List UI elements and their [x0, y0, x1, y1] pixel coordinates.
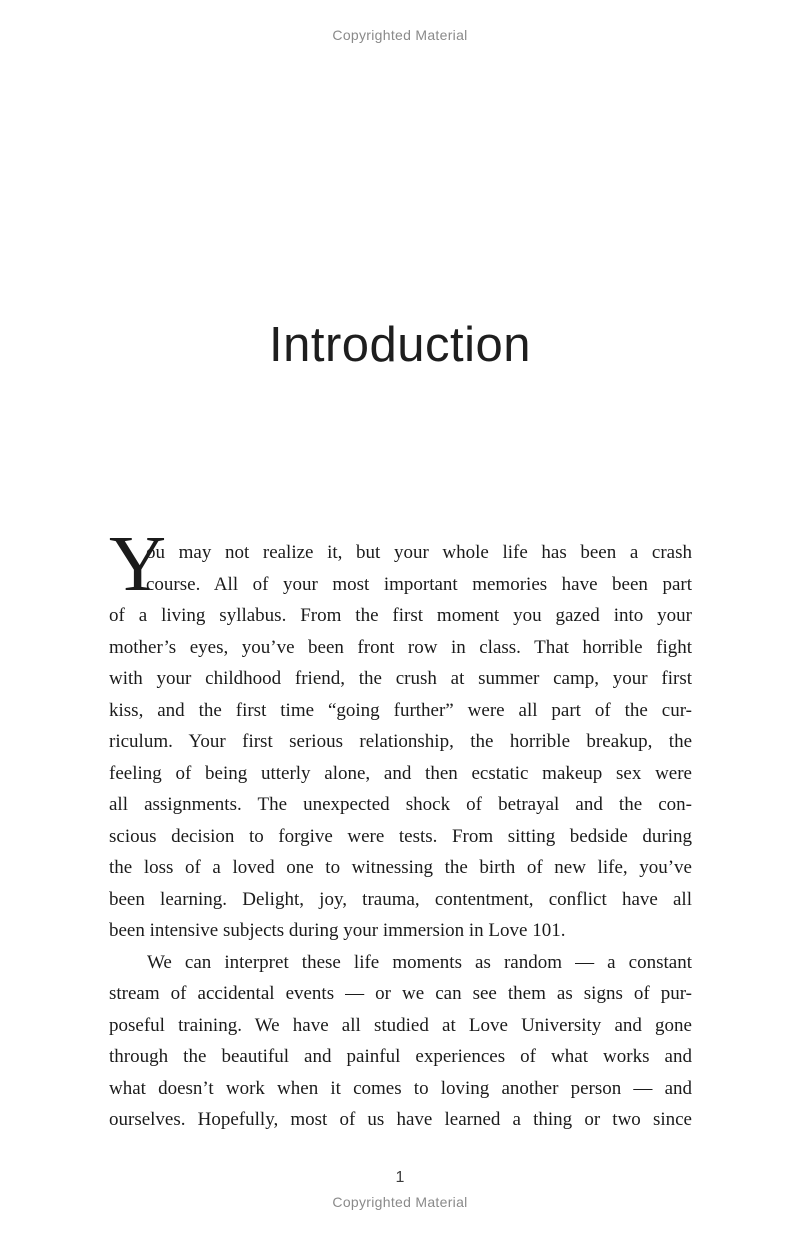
text-line: all assignments. The unexpected shock of betrayal and the con- [109, 794, 692, 815]
text-line: riculum. Your first serious relationship, the horrible breakup, the [109, 731, 692, 752]
drop-cap-letter: Y [109, 521, 167, 608]
text-line: course. All of your most important memories have been part [146, 573, 692, 595]
text-line: mother’s eyes, you’ve been front row in class. That horrible fight [109, 636, 692, 658]
text-line: stream of accidental events — or we can see them as signs of pur- [109, 983, 692, 1004]
paragraph-1-dropcap-lines [146, 537, 692, 600]
copyright-notice-bottom: Copyrighted Material [332, 1194, 468, 1210]
copyright-notice-top: Copyrighted Material [332, 27, 468, 43]
page-number: 1 [395, 1169, 405, 1186]
text-line: feeling of being utterly alone, and then ecstatic makeup sex were [109, 762, 692, 784]
text-line: through the beautiful and painful experiences of what works and [109, 1046, 692, 1067]
text-line: ourselves. Hopefully, most of us have learned a thing or two since [109, 1109, 692, 1130]
text-line: the loss of a loved one to witnessing the birth of new life, you’ve [109, 857, 692, 878]
body-text [109, 521, 692, 1136]
text-line: ou may not realize it, but your whole life has been a crash [146, 542, 692, 563]
opening-paragraph-start [109, 521, 692, 608]
text-line: scious decision to forgive were tests. From sitting bedside during [109, 825, 692, 847]
text-line: poseful training. We have all studied at Love University and gone [109, 1014, 692, 1036]
paragraph-1-continuation [109, 600, 692, 947]
drop-cap-column [109, 521, 167, 608]
text-line: We can interpret these life moments as random — a constant [147, 951, 692, 973]
text-line: been intensive subjects during your immersion in Love 101. [109, 920, 566, 941]
text-line: of a living syllabus. From the first moment you gazed into your [109, 605, 692, 626]
text-line: with your childhood friend, the crush at summer camp, your first [109, 668, 692, 689]
text-line: been learning. Delight, joy, trauma, contentment, conflict have all [109, 888, 692, 910]
paragraph-2 [109, 947, 692, 1136]
text-line: what doesn’t work when it comes to loving another person — and [109, 1077, 692, 1099]
chapter-title: Introduction [268, 318, 532, 372]
text-line: kiss, and the first time “going further” were all part of the cur- [109, 699, 692, 721]
